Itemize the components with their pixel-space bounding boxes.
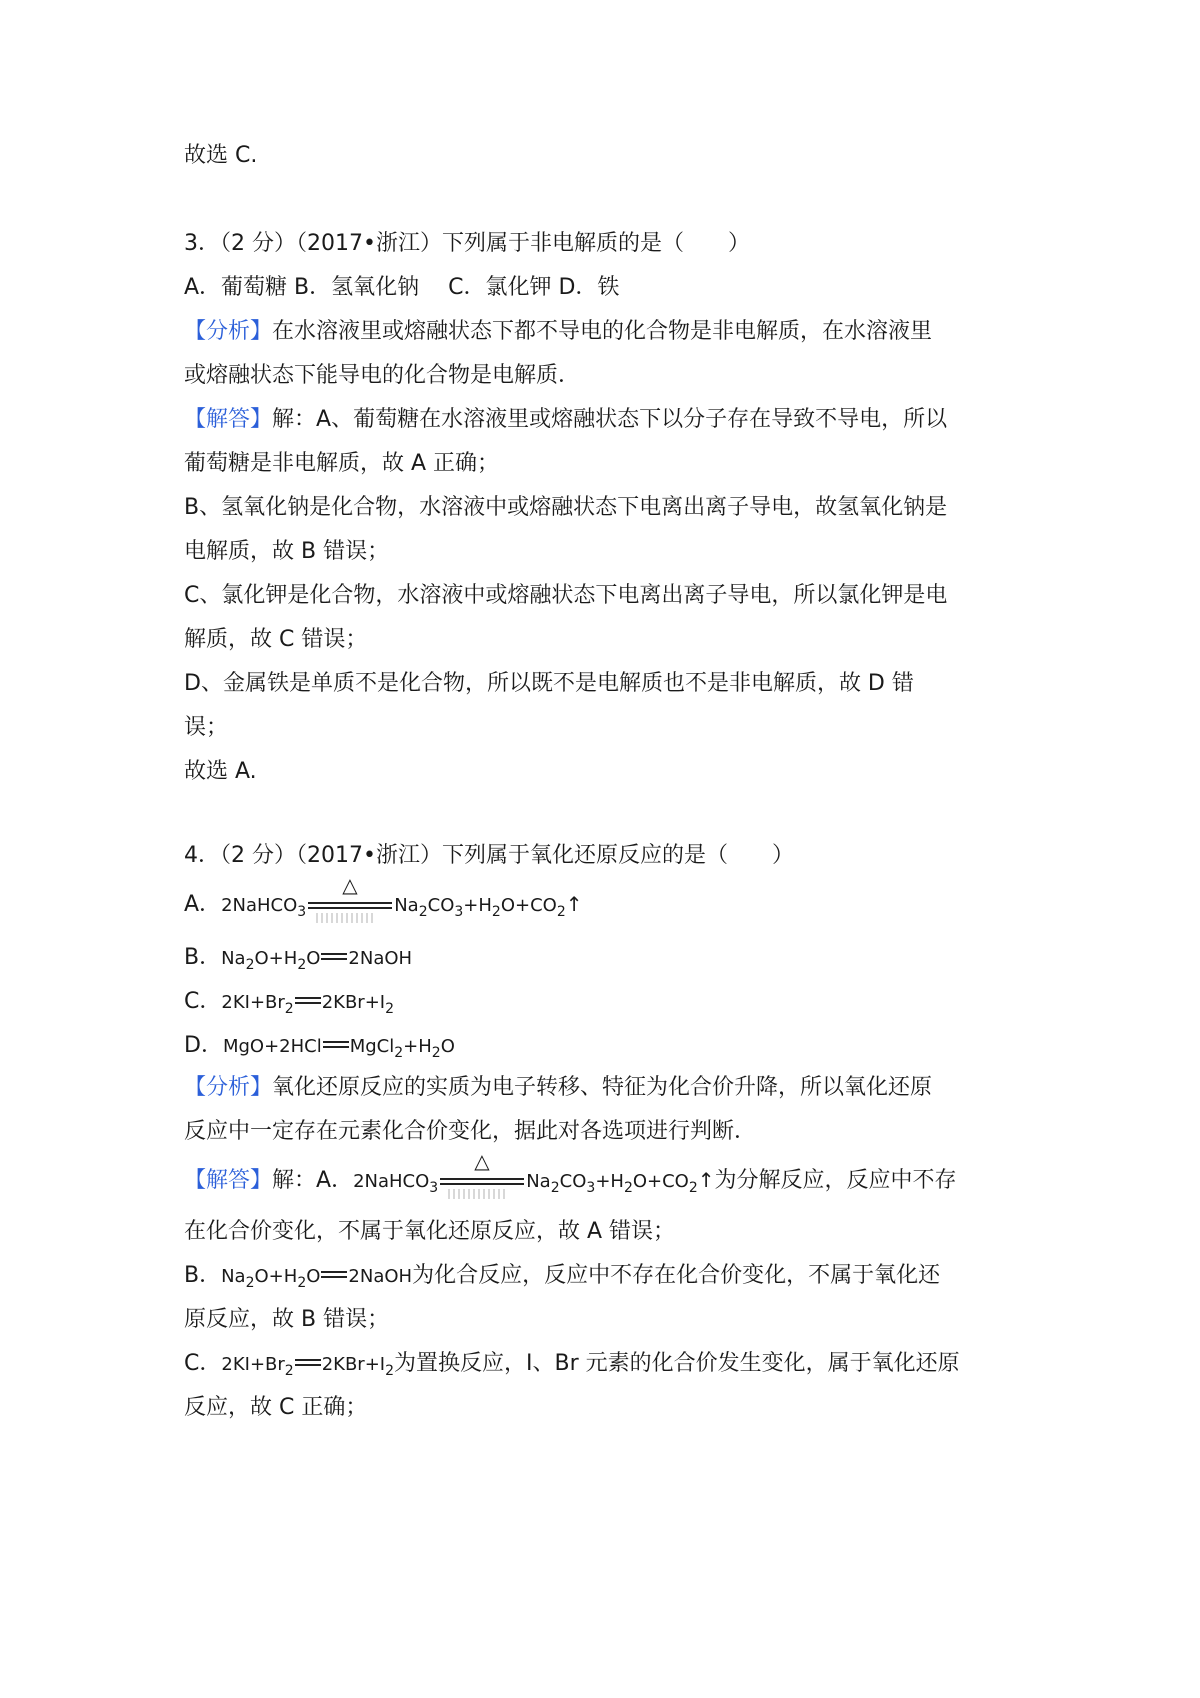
text-line [184,536,389,568]
text: 或熔融状态下能导电的化合物是电解质． [184,363,581,388]
subscript: 2 [550,1180,560,1196]
subscript: 2 [284,1363,294,1379]
text: 电解质，故 B 错误； [184,539,390,564]
formula-part: O+CO [632,1171,689,1192]
formula-part: 2KI+Br [221,1354,285,1375]
text-line [184,140,257,172]
subscript: 2 [385,1001,395,1017]
formula-part: O+CO [500,895,557,916]
question-4-analysis [184,1072,932,1104]
formula-part: +H [463,895,492,916]
delta-symbol: △ [474,1149,490,1173]
subscript: 3 [297,904,307,920]
subscript: 2 [688,1180,698,1196]
gas-arrow-icon: ↑ [565,892,583,916]
faint-mark [316,913,376,923]
formula-part: MgCl [349,1036,395,1057]
text: 氧化还原反应的实质为电子转移、特征为化合价升降，所以氧化还原 [272,1075,933,1100]
equation-c-inline [221,1354,395,1379]
formula-part: Na [394,895,419,916]
subscript: 2 [431,1045,441,1061]
text: 故选 A. [184,759,257,784]
formula-part: 2NaOH [348,948,413,969]
subscript: 2 [245,1275,255,1291]
equals-sign [321,1271,347,1278]
text: 在水溶液里或熔融状态下都不导电的化合物是非电解质，在水溶液里 [272,319,933,344]
equals-bar [440,1183,524,1185]
text: 解：A、葡萄糖在水溶液里或熔融状态下以分子存在导致不导电，所以 [272,407,948,432]
analysis-tag: 【分析】 [184,1075,273,1100]
text: 原反应，故 B 错误； [184,1307,390,1332]
formula-part: O [306,1266,321,1287]
text-line [184,624,367,656]
text: C、氯化钾是化合物，水溶液中或熔融状态下电离出离子导电，所以氯化钾是电 [184,583,948,608]
subscript: 2 [556,904,566,920]
formula-part: 2NaHCO [221,895,298,916]
question-4-answer-b [184,1260,940,1299]
subscript: 3 [454,904,464,920]
subscript: 3 [429,1180,439,1196]
question-4-title [184,840,794,872]
text: 反应中一定存在元素化合价变化，据此对各选项进行判断． [184,1119,757,1144]
delta-symbol: △ [342,873,358,897]
option-label: A． [184,892,222,917]
text: 为化合反应，反应中不存在化合价变化，不属于氧化还 [412,1263,941,1288]
formula-part: +H [595,1171,624,1192]
formula-part: 2KBr+I [321,1354,386,1375]
text: 为分解反应，反应中不存 [714,1168,957,1193]
gas-arrow-icon: ↑ [697,1168,715,1192]
formula-part: O [306,948,321,969]
answer-tag: 【解答】 [184,1168,273,1193]
text: 误； [184,715,229,740]
heating-condition [308,873,392,917]
formula-part: O [440,1036,455,1057]
text: 在化合价变化，不属于氧化还原反应，故 A 错误； [184,1219,676,1244]
equals-sign [323,1041,349,1048]
text-line [184,580,947,612]
subscript: 2 [297,1275,307,1291]
analysis-tag: 【分析】 [184,319,273,344]
question-3-title [184,228,750,260]
subscript: 2 [394,1045,404,1061]
faint-mark [448,1189,508,1199]
text-line [184,756,257,788]
formula-part: O+H [254,948,298,969]
text: B、氢氧化钠是化合物，水溶液中或熔融状态下电离出离子导电，故氢氧化钠是 [184,495,948,520]
formula-part: 2NaHCO [353,1171,430,1192]
equals-sign [321,953,347,960]
text: 葡萄糖是非电解质，故 A 正确； [184,451,500,476]
subscript: 2 [245,957,255,973]
equation-c [221,992,395,1017]
question-4-option-c [184,986,394,1025]
formula-part: 2NaOH [348,1266,413,1287]
text: A．葡萄糖 B．氢氧化钠 C．氯化钾 D．铁 [184,275,620,300]
text: 解：A． [272,1168,354,1193]
question-3-analysis [184,316,932,348]
question-4-answer [184,1149,957,1204]
question-3-options [184,272,619,304]
formula-part: Na [526,1171,551,1192]
question-3-answer [184,404,947,436]
subscript: 2 [385,1363,395,1379]
text-line [184,1116,756,1148]
text: 反应，故 C 正确； [184,1395,368,1420]
subscript: 2 [297,957,307,973]
equals-bar [440,1178,524,1180]
option-label: C． [184,989,222,1014]
equals-sign [295,1359,321,1366]
formula-part: CO [427,895,455,916]
text: D、金属铁是单质不是化合物，所以既不是电解质也不是非电解质，故 D 错 [184,671,914,696]
subscript: 2 [623,1180,633,1196]
text-line [184,1304,389,1336]
equals-bar [308,902,392,904]
text-line [184,360,580,392]
option-label: B． [184,945,222,970]
subscript: 2 [418,904,428,920]
text-line [184,1216,675,1248]
heating-condition [440,1149,524,1193]
text-line [184,712,228,744]
text: 4．（2 分）（2017•浙江）下列属于氧化还原反应的是（ ） [184,843,794,868]
formula-part: CO [559,1171,587,1192]
equation-d [222,1036,455,1061]
text: B． [184,1263,222,1288]
subscript: 3 [586,1180,596,1196]
text-line [184,1392,367,1424]
text-line [184,448,499,480]
question-4-answer-c [184,1348,960,1387]
formula-part: MgO+2HCl [222,1036,322,1057]
question-4-option-b [184,942,412,981]
question-4-option-a [184,873,583,928]
option-label: D． [184,1033,223,1058]
subscript: 2 [284,1001,294,1017]
formula-part: Na [221,948,246,969]
equals-sign [295,997,321,1004]
equation-b-inline [221,1266,413,1291]
text: 解质，故 C 错误； [184,627,368,652]
question-4-option-d [184,1030,455,1069]
formula-part: 2KI+Br [221,992,285,1013]
text: C． [184,1351,222,1376]
answer-tag: 【解答】 [184,407,273,432]
formula-part: Na [221,1266,246,1287]
equals-bar [308,907,392,909]
formula-part: +H [403,1036,432,1057]
text-line [184,492,947,524]
text: 故选 C. [184,143,258,168]
text: 为置换反应，I、Br 元素的化合价发生变化，属于氧化还原 [394,1351,960,1376]
text-line [184,668,914,700]
subscript: 2 [491,904,501,920]
formula-part: 2KBr+I [321,992,386,1013]
equation-a [221,873,583,920]
equation-b [221,948,413,973]
equation-a-inline [353,1149,715,1196]
formula-part: O+H [254,1266,298,1287]
text: 3．（2 分）（2017•浙江）下列属于非电解质的是（ ） [184,231,750,256]
